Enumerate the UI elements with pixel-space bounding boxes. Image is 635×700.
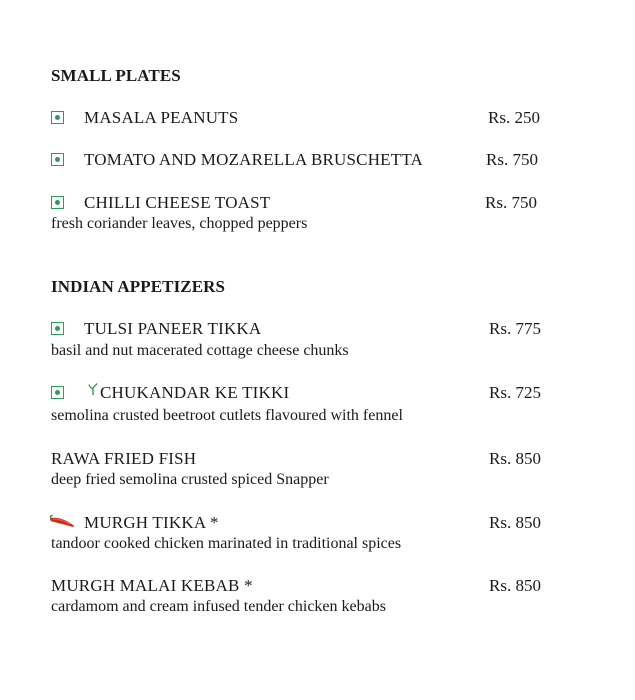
veg-icon bbox=[51, 386, 64, 399]
item-price: Rs. 850 bbox=[489, 513, 541, 532]
veg-icon bbox=[51, 196, 64, 209]
item-name: CHILLI CHEESE TOAST bbox=[84, 193, 271, 212]
item-description: fresh coriander leaves, chopped peppers bbox=[51, 215, 308, 232]
item-name: RAWA FRIED FISH bbox=[51, 449, 197, 468]
item-description: deep fried semolina crusted spiced Snapper bbox=[51, 471, 329, 488]
item-name: MASALA PEANUTS bbox=[84, 108, 239, 127]
item-price: Rs. 850 bbox=[489, 576, 541, 595]
veg-icon bbox=[51, 322, 64, 335]
item-name: MURGH MALAI KEBAB * bbox=[51, 576, 253, 595]
item-price: Rs. 250 bbox=[488, 108, 540, 127]
item-description: basil and nut macerated cottage cheese chunks bbox=[51, 342, 349, 359]
item-name: TULSI PANEER TIKKA bbox=[84, 319, 262, 338]
item-price: Rs. 750 bbox=[486, 150, 538, 169]
item-name: CHUKANDAR KE TIKKI bbox=[100, 383, 290, 402]
section-heading-small-plates: SMALL PLATES bbox=[51, 66, 181, 85]
item-name: MURGH TIKKA * bbox=[84, 513, 219, 532]
veg-icon bbox=[51, 153, 64, 166]
item-description: semolina crusted beetroot cutlets flavoured with fennel bbox=[51, 407, 403, 424]
sprout-icon bbox=[88, 383, 98, 395]
item-price: Rs. 850 bbox=[489, 449, 541, 468]
chilli-icon bbox=[49, 514, 77, 528]
item-description: tandoor cooked chicken marinated in traditional spices bbox=[51, 535, 402, 552]
veg-icon bbox=[51, 111, 64, 124]
item-price: Rs. 750 bbox=[485, 193, 537, 212]
section-heading-indian-appetizers: INDIAN APPETIZERS bbox=[51, 277, 226, 296]
item-price: Rs. 775 bbox=[489, 319, 541, 338]
item-description: cardamom and cream infused tender chicken kebabs bbox=[51, 598, 386, 615]
item-price: Rs. 725 bbox=[489, 383, 541, 402]
item-name: TOMATO AND MOZARELLA BRUSCHETTA bbox=[84, 150, 424, 169]
